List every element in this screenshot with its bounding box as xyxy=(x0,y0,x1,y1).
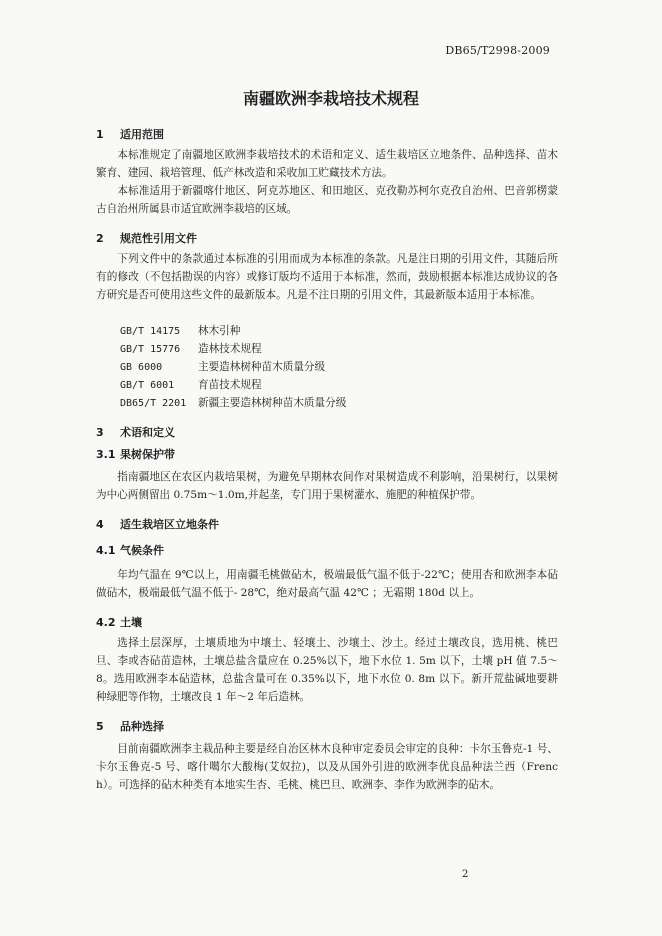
reference-title: 新疆主要造林树种苗木质量分级 xyxy=(198,397,347,409)
reference-title: 育苗技术规程 xyxy=(198,379,262,391)
section-4-heading xyxy=(96,516,219,532)
section-title: 品种选择 xyxy=(120,720,164,733)
reference-title: 造林技术规程 xyxy=(198,343,262,355)
section-title: 术语和定义 xyxy=(120,426,175,439)
section-5-paragraph: 目前南疆欧洲李主栽品种主要是经自治区林木良种审定委员会审定的良种：卡尔玉鲁克-1 号、卡尔玉鲁克-5 号、喀什噶尔大酸梅(艾奴拉)，以及从国外引进的欧洲李优良品种法兰西（French）。可选择的砧木种类有本地实生杏、毛桃、桃巴旦、欧洲李、李作为欧洲李的砧木。 xyxy=(96,743,558,791)
subsection-3-1-paragraph: 指南疆地区在农区内栽培果树，为避免早期林农间作对果树造成不利影响，沿果树行，以果树为中心两侧留出 0.75m～1.0m,并起垄，专门用于果树灌水、施肥的种植保护带。 xyxy=(96,471,558,501)
reference-title: 主要造林树种苗木质量分级 xyxy=(198,361,326,373)
reference-item xyxy=(120,358,325,377)
reference-code: DB65/T 2201 xyxy=(120,398,187,409)
section-3-heading xyxy=(96,424,175,440)
section-number: 4 xyxy=(96,518,104,531)
document-title: 南疆欧洲李栽培技术规程 xyxy=(242,89,419,108)
section-title: 规范性引用文件 xyxy=(120,232,197,245)
subsection-title: 气候条件 xyxy=(120,544,164,557)
subsection-4-1-paragraph: 年均气温在 9℃以上，用南疆毛桃做砧木，极端最低气温不低于-22℃；使用杏和欧洲李本砧做砧木，极端最低气温不低于- 28℃，绝对最高气温 42℃ ；无霜期 180d 以上。 xyxy=(96,569,558,599)
reference-item xyxy=(120,322,240,341)
reference-code: GB/T 6001 xyxy=(120,380,175,391)
section-number: 2 xyxy=(96,232,104,245)
subsection-number: 4.2 xyxy=(96,616,116,629)
section-2-heading xyxy=(96,230,197,246)
section-title: 适生栽培区立地条件 xyxy=(120,518,219,531)
subsection-4-1-heading xyxy=(96,542,164,558)
subsection-number: 3.1 xyxy=(96,448,116,461)
reference-title: 林木引种 xyxy=(198,325,241,337)
section-1-paragraph-1: 本标准规定了南疆地区欧洲李栽培技术的术语和定义、适生栽培区立地条件、品种选择、苗木繁育、建园、栽培管理、低产林改造和采收加工贮藏技术方法。 xyxy=(96,149,558,179)
reference-code: GB/T 15776 xyxy=(120,344,181,355)
section-title: 适用范围 xyxy=(120,128,164,141)
section-1-paragraph-2: 本标准适用于新疆喀什地区、阿克苏地区、和田地区、克孜勒苏柯尔克孜自治州、巴音郭楞蒙古自治州所属县市适宜欧洲李栽培的区域。 xyxy=(96,185,558,215)
reference-code: GB 6000 xyxy=(120,362,163,373)
section-number: 1 xyxy=(96,128,104,141)
section-5-heading xyxy=(96,718,164,734)
subsection-number: 4.1 xyxy=(96,544,116,557)
reference-item xyxy=(120,376,262,395)
document-number: DB65/T2998-2009 xyxy=(445,44,550,57)
section-number: 5 xyxy=(96,720,104,733)
subsection-3-1-heading xyxy=(96,446,175,462)
section-1-heading xyxy=(96,126,164,142)
subsection-4-2-heading xyxy=(96,614,142,630)
subsection-title: 土壤 xyxy=(120,616,142,629)
reference-code: GB/T 14175 xyxy=(120,326,181,337)
subsection-4-2-paragraph: 选择土层深厚，土壤质地为中壤土、轻壤土、沙壤土、沙土。经过土壤改良，选用桃、桃巴旦、李或杏砧苗造林，土壤总盐含量应在 0.25%以下，地下水位 1. 5m 以下，土壤 pH 值 7.5～8。选用欧洲李本砧造林，总盐含量可在 0.35%以下，地下水位 0. 8m 以下。新开荒盐碱地要耕种绿肥等作物，土壤改良 1 年～2 年后造林。 xyxy=(96,637,558,703)
reference-item xyxy=(120,340,262,359)
section-2-paragraph-1: 下列文件中的条款通过本标准的引用而成为本标准的条款。凡是注日期的引用文件，其随后所有的修改（不包括勘误的内容）或修订版均不适用于本标准，然而，鼓励根据本标准达成协议的各方研究是否可使用这些文件的最新版本。凡是不注日期的引用文件，其最新版本适用于本标准。 xyxy=(96,253,558,301)
subsection-title: 果树保护带 xyxy=(120,448,175,461)
reference-item xyxy=(120,394,346,413)
section-number: 3 xyxy=(96,426,104,439)
page-number: 2 xyxy=(462,869,469,880)
